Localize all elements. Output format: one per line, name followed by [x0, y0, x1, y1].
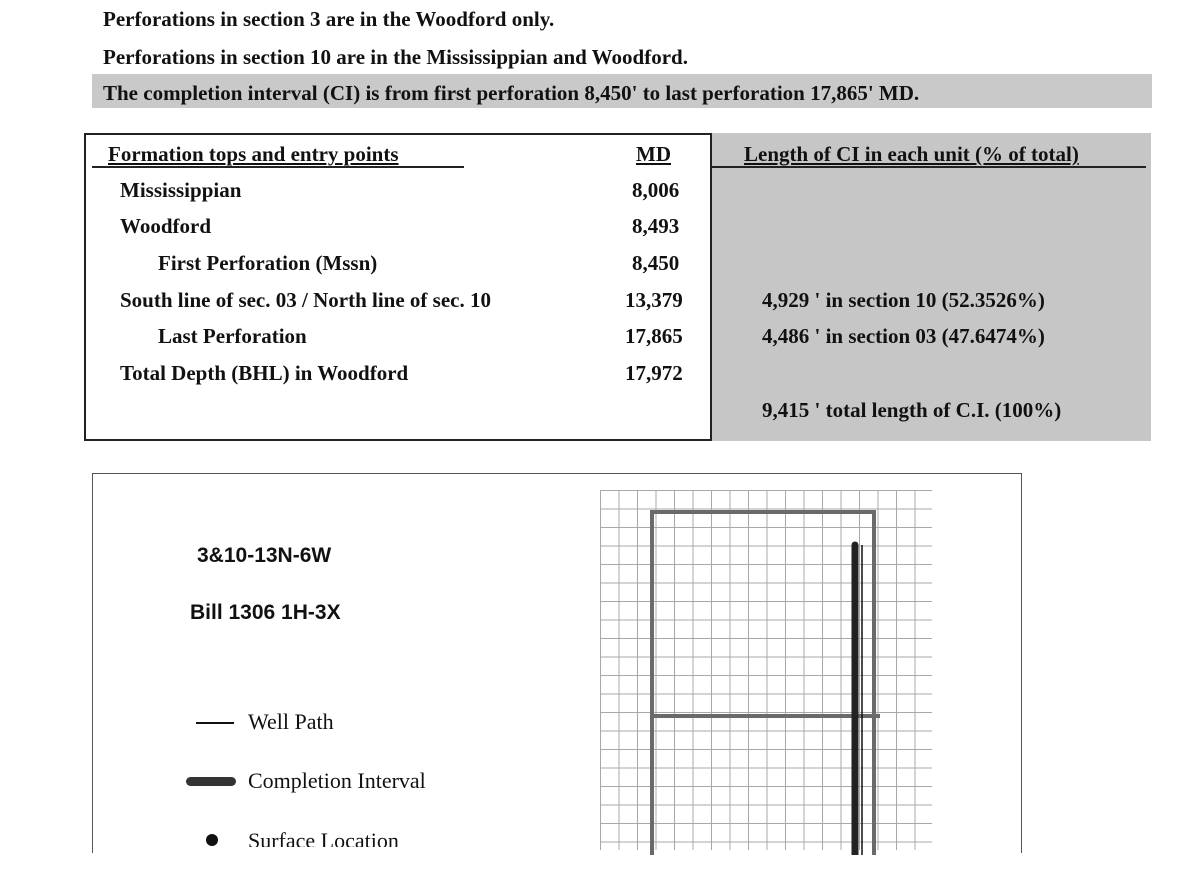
well-path-legend-icon: [196, 722, 234, 724]
length-total: 9,415 ' total length of C.I. (100%): [762, 398, 1062, 422]
row-label-total-depth: Total Depth (BHL) in Woodford: [120, 361, 409, 385]
legend-surface-location: Surface Location: [248, 829, 399, 847]
row-md-last-perforation: 17,865: [625, 324, 683, 348]
well-name: Bill 1306 1H-3X: [190, 601, 341, 624]
completion-interval-legend-icon: [186, 777, 236, 786]
legend-completion-interval: Completion Interval: [248, 768, 426, 793]
section-boundary: [652, 512, 874, 855]
row-md-section-line: 13,379: [625, 288, 683, 312]
legend-well-path: Well Path: [248, 709, 334, 734]
row-md-woodford: 8,493: [632, 214, 680, 238]
row-label-last-perforation: Last Perforation: [158, 324, 307, 348]
header-formation: Formation tops and entry points: [108, 142, 399, 166]
row-label-mississippian: Mississippian: [120, 178, 242, 202]
row-md-first-perforation: 8,450: [632, 251, 680, 275]
note-completion-interval: The completion interval (CI) is from first perforation 8,450' to last perforation 17,865' MD.: [103, 81, 920, 105]
length-section-03: 4,486 ' in section 03 (47.6474%): [762, 324, 1045, 348]
row-md-mississippian: 8,006: [632, 178, 680, 202]
row-label-woodford: Woodford: [120, 214, 212, 238]
header-underline: [92, 166, 464, 168]
header-underline-length: [712, 166, 1146, 168]
section-map: [600, 490, 940, 855]
length-section-10: 4,929 ' in section 10 (52.3526%): [762, 288, 1045, 312]
row-label-first-perforation: First Perforation (Mssn): [158, 251, 378, 275]
row-md-total-depth: 17,972: [625, 361, 683, 385]
note-section-10: Perforations in section 10 are in the Mississippian and Woodford.: [103, 45, 688, 69]
length-column-shade: [710, 133, 1151, 441]
note-section-3: Perforations in section 3 are in the Woodford only.: [103, 7, 555, 31]
surface-location-legend-icon: [206, 834, 218, 846]
section-location: 3&10-13N-6W: [197, 544, 332, 567]
header-md: MD: [636, 142, 671, 166]
row-label-section-line: South line of sec. 03 / North line of sec. 10: [120, 288, 491, 312]
header-length: Length of CI in each unit (% of total): [744, 142, 1079, 166]
